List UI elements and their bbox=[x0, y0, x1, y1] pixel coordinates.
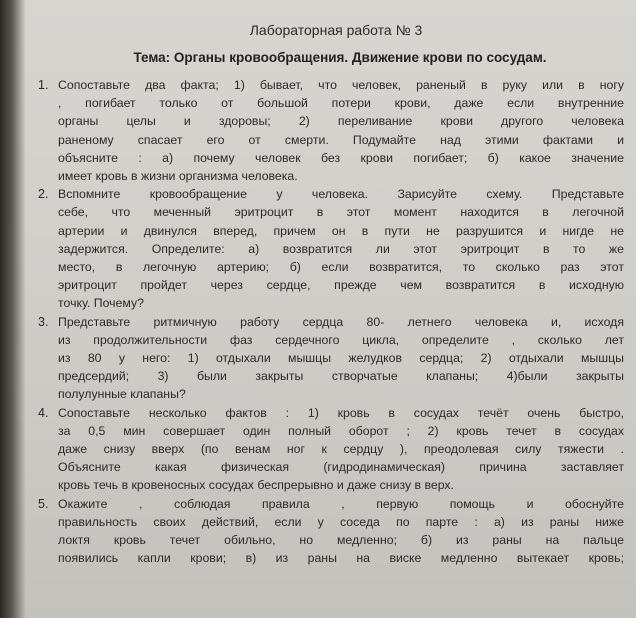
task-line: Объясните какая физическая (гидродинамическая) причина заставляет bbox=[58, 460, 624, 475]
task-line: задержится. Определите: а) возвратится ли этот эритроцит в то же bbox=[58, 241, 624, 256]
task-line: объясните : а) почему человек без крови погибает; б) какое значение bbox=[58, 150, 624, 165]
task-line: точку. Почему? bbox=[58, 296, 144, 311]
task-line: артерии и двинулся вперед, причем он в пути не разрушится и нигде не bbox=[58, 223, 624, 238]
task-line: место, в легочную артерию; б) если возвратится, то сколько раз этот bbox=[58, 260, 624, 275]
task-list bbox=[38, 76, 624, 567]
task-line: Сопоставьте несколько фактов : 1) кровь в сосудах течёт очень быстро, bbox=[58, 405, 624, 420]
task-line: за 0,5 мин совершает один полный оборот ; 2) кровь течет в сосудах bbox=[58, 423, 624, 438]
task-line: предсердий; 3) были закрыты створчатые клапаны; 4)были закрыты bbox=[58, 369, 624, 384]
task-line: себе, что меченный эритроцит в этот момент находится в легочной bbox=[58, 205, 624, 220]
task-line: , погибает только от большой потери крови, даже если внутренние bbox=[58, 96, 624, 111]
task-line: Окажите , соблюдая правила , первую помощь и обоснуйте bbox=[58, 496, 624, 511]
task-number: 3. bbox=[38, 314, 49, 329]
task-number: 5. bbox=[38, 496, 49, 511]
task-number: 2. bbox=[38, 187, 49, 202]
document-title: Лабораторная работа № 3 bbox=[249, 22, 423, 38]
task-item bbox=[38, 185, 624, 312]
task-line: органы целы и здоровы; 2) переливание крови другого человека bbox=[58, 114, 624, 129]
task-line: из продолжительности фаз сердечного цикла, определите , сколько лет bbox=[58, 332, 624, 347]
task-item bbox=[38, 313, 624, 404]
task-line: имеет кровь в жизни организма человека. bbox=[58, 169, 298, 184]
task-line: эритроцит пройдет через сердце, прежде чем возвратится в исходную bbox=[58, 278, 624, 293]
task-line: даже снизу вверх (по венам ног к сердцу ), преодолевая силу тяжести . bbox=[58, 442, 624, 457]
task-line: Вспомните кровообращение у человека. Зарисуйте схему. Представьте bbox=[58, 187, 624, 202]
task-number: 1. bbox=[38, 78, 49, 92]
task-line: кровь течь в кровеносных сосудах беспрерывно и даже снизу в верх. bbox=[58, 478, 454, 493]
page-edge-shadow bbox=[0, 0, 26, 618]
task-line: Представьте ритмичную работу сердца 80- летнего человека и, исходя bbox=[58, 314, 624, 329]
task-line: Сопоставьте два факта; 1) бывает, что человек, раненый в руку или в ногу bbox=[58, 78, 624, 92]
task-item bbox=[38, 495, 624, 568]
task-line: правильность своих действий, если у соседа по парте : а) из раны ниже bbox=[58, 514, 624, 529]
task-line: полулунные клапаны? bbox=[58, 387, 186, 402]
task-line: появились капли крови; в) из раны на виске медленно вытекает кровь; bbox=[58, 551, 624, 566]
task-item bbox=[38, 76, 624, 185]
task-line: раненому спасает его от смерти. Подумайте над этими фактами и bbox=[58, 132, 624, 147]
document-subject: Тема: Органы кровообращения. Движение крови по сосудам. bbox=[133, 50, 547, 65]
task-number: 4. bbox=[38, 405, 49, 420]
task-item bbox=[38, 404, 624, 495]
task-line: локтя кровь течет обильно, но медленно; б) из раны на пальце bbox=[58, 533, 624, 548]
task-line: из 80 у него: 1) отдыхали мышцы желудков сердца; 2) отдыхали мышцы bbox=[58, 351, 624, 366]
